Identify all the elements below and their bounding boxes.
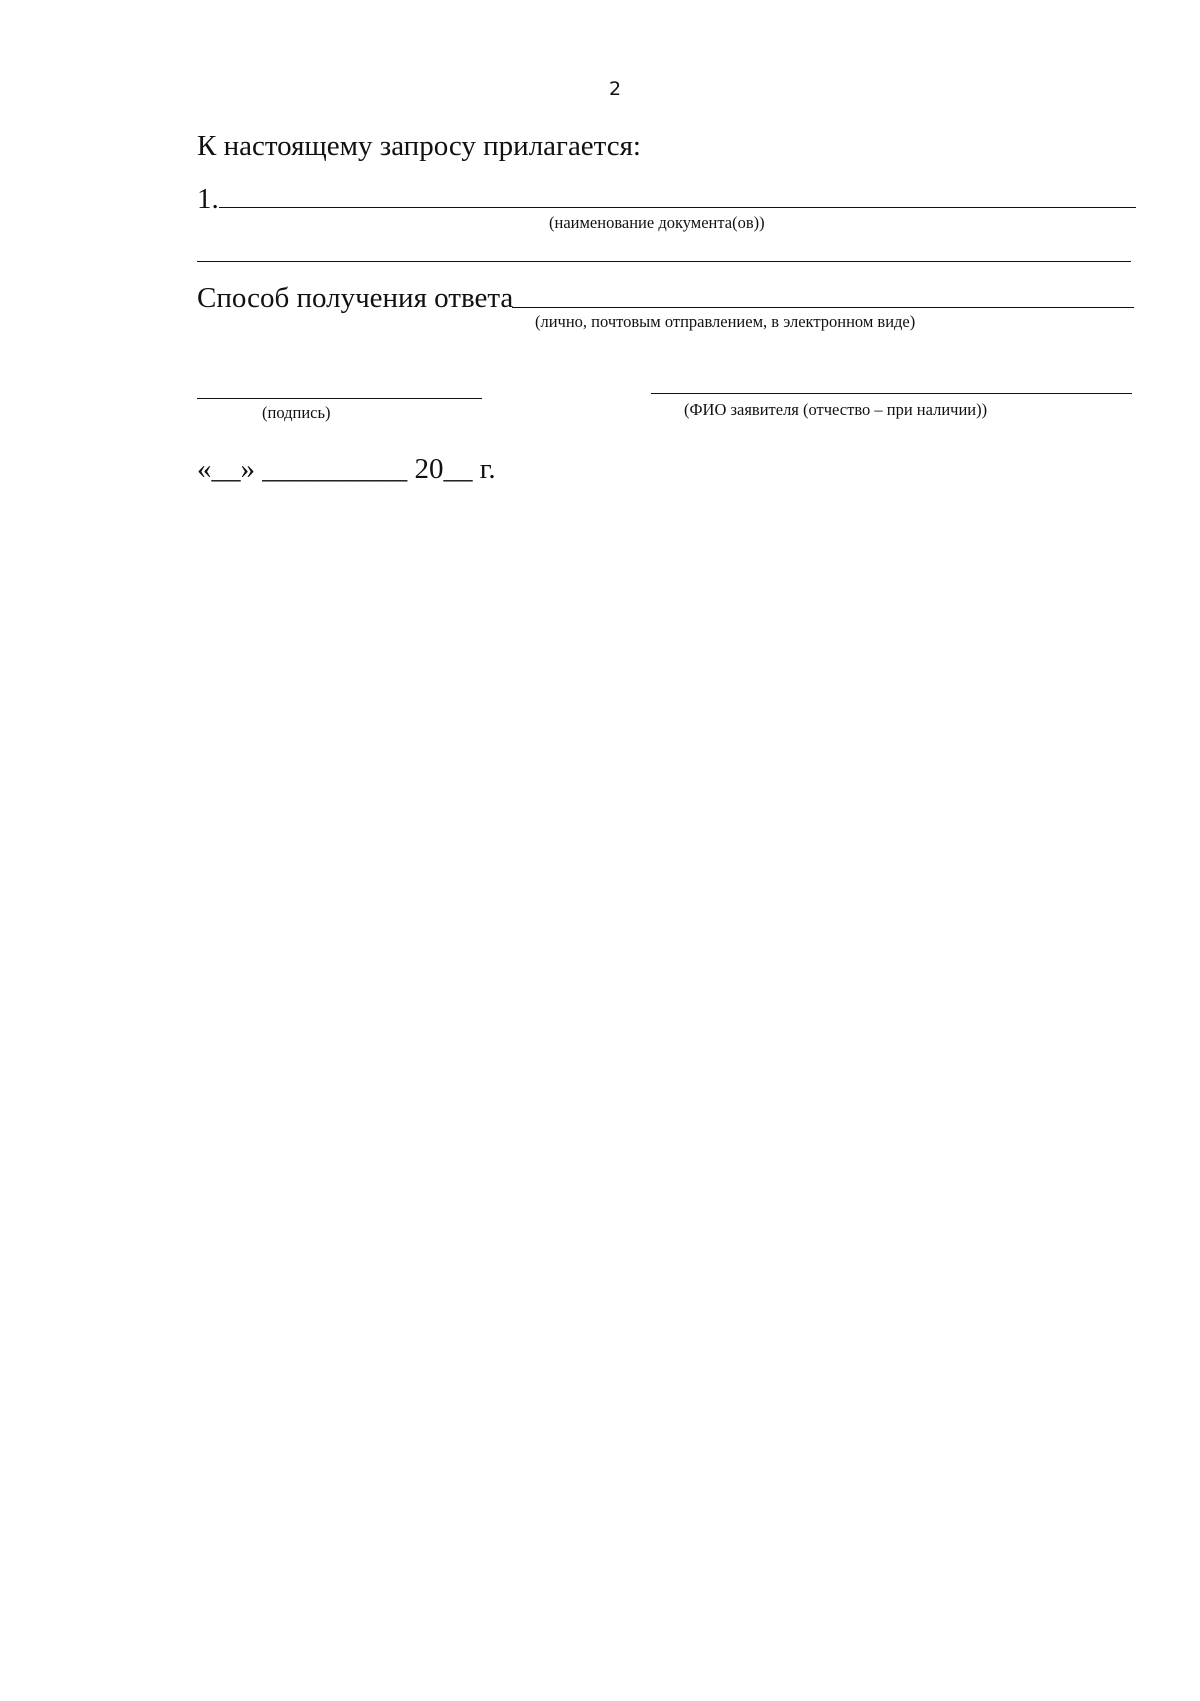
date-month-blank[interactable]: __________ — [262, 453, 408, 485]
attachment-extra-line[interactable] — [197, 261, 1131, 262]
signature-line[interactable] — [197, 398, 482, 399]
applicant-name-line[interactable] — [651, 393, 1132, 394]
date-close-quote: » — [240, 453, 255, 485]
date-year-prefix: 20 — [414, 453, 444, 485]
attachment-item-number: 1. — [197, 183, 219, 215]
response-method-line[interactable] — [512, 307, 1134, 308]
response-method-label: Способ получения ответа — [197, 282, 514, 314]
signature-caption: (подпись) — [262, 403, 331, 422]
page-number: 2 — [608, 78, 622, 100]
response-method-caption: (лично, почтовым отправлением, в электронном виде) — [535, 312, 916, 331]
attachment-item-line[interactable] — [219, 207, 1136, 208]
attachment-item-caption: (наименование документа(ов)) — [549, 213, 765, 232]
date-row — [197, 453, 496, 486]
date-year-blank[interactable]: __ — [443, 453, 473, 485]
attachments-heading: К настоящему запросу прилагается: — [197, 130, 641, 162]
date-day-blank[interactable]: __ — [211, 453, 241, 485]
applicant-name-caption: (ФИО заявителя (отчество – при наличии)) — [684, 400, 988, 419]
date-year-suffix: г. — [479, 453, 496, 485]
date-open-quote: « — [197, 453, 212, 485]
